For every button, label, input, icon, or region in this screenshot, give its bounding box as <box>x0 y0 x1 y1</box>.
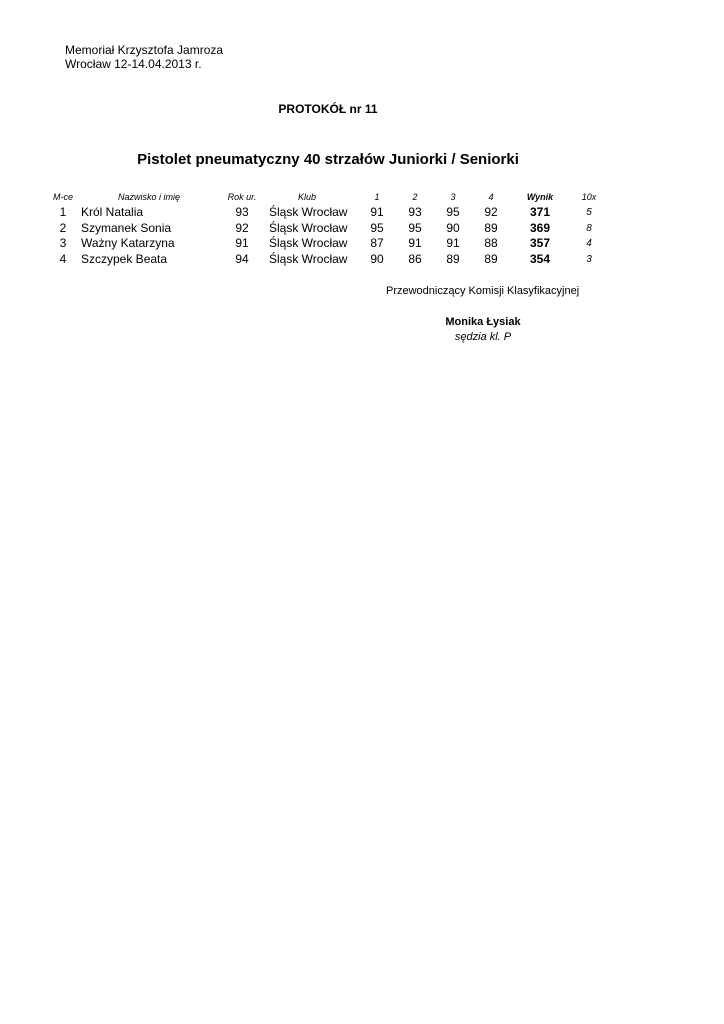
header-series-4: 4 <box>488 192 494 202</box>
row-series-4: 89 <box>484 220 498 235</box>
row-club: Śląsk Wrocław <box>269 236 348 250</box>
results-table <box>0 190 724 267</box>
table-row <box>0 252 724 268</box>
row-series-1: 91 <box>370 205 384 219</box>
row-club: Śląsk Wrocław <box>269 205 348 219</box>
judge-name: Monika Łysiak <box>445 316 521 328</box>
row-total: 354 <box>529 251 551 266</box>
row-year: 92 <box>235 220 249 235</box>
row-name: Król Natalia <box>81 205 144 219</box>
header-place: M-ce <box>53 192 73 202</box>
row-year: 93 <box>235 205 249 219</box>
row-total: 371 <box>529 205 551 219</box>
row-series-2: 86 <box>408 251 422 266</box>
event-location-date: Wrocław 12-14.04.2013 r. <box>65 57 202 71</box>
protocol-number: PROTOKÓŁ nr 11 <box>278 102 378 116</box>
row-series-1: 90 <box>370 251 384 266</box>
row-year: 94 <box>235 251 249 266</box>
row-series-4: 89 <box>484 251 498 266</box>
row-year: 91 <box>235 236 249 250</box>
committee-chair-label: Przewodniczący Komisji Klasyfikacyjnej <box>386 285 580 297</box>
row-place: 2 <box>59 220 67 235</box>
table-row <box>0 236 724 252</box>
table-row <box>0 221 724 237</box>
header-club: Klub <box>298 192 317 202</box>
row-club: Śląsk Wrocław <box>269 220 348 235</box>
row-place: 3 <box>59 236 67 250</box>
row-tens: 8 <box>586 222 592 234</box>
header-name: Nazwisko i imię <box>118 192 181 202</box>
row-name: Szymanek Sonia <box>81 220 172 235</box>
row-tens: 4 <box>586 238 592 249</box>
row-total: 369 <box>529 220 551 235</box>
event-header <box>65 43 223 71</box>
row-series-1: 95 <box>370 220 384 235</box>
event-name: Memoriał Krzysztofa Jamroza <box>65 43 224 57</box>
table-row <box>0 205 724 221</box>
header-year: Rok ur. <box>227 192 257 202</box>
row-series-4: 88 <box>484 236 498 250</box>
row-series-3: 91 <box>446 236 460 250</box>
row-total: 357 <box>529 236 551 250</box>
table-header-row <box>0 190 724 205</box>
row-name: Ważny Katarzyna <box>81 236 175 250</box>
header-tens: 10x <box>581 192 597 202</box>
judge-class: sędzia kl. P <box>454 331 512 343</box>
row-tens: 3 <box>586 253 592 265</box>
header-series-1: 1 <box>374 192 380 202</box>
row-series-3: 89 <box>446 251 460 266</box>
row-series-1: 87 <box>370 236 384 250</box>
row-series-3: 95 <box>446 205 460 219</box>
competition-title: Pistolet pneumatyczny 40 strzałów Juniorki / Seniorki <box>137 151 519 168</box>
row-place: 4 <box>59 251 67 266</box>
row-series-2: 93 <box>408 205 422 219</box>
row-place: 1 <box>59 205 67 219</box>
row-club: Śląsk Wrocław <box>269 251 348 266</box>
row-series-2: 91 <box>408 236 422 250</box>
header-series-3: 3 <box>450 192 456 202</box>
header-total: Wynik <box>526 192 554 202</box>
header-series-2: 2 <box>412 192 418 202</box>
row-series-4: 92 <box>484 205 498 219</box>
row-tens: 5 <box>586 207 592 218</box>
row-series-2: 95 <box>408 220 422 235</box>
row-series-3: 90 <box>446 220 460 235</box>
row-name: Szczypek Beata <box>81 251 168 266</box>
